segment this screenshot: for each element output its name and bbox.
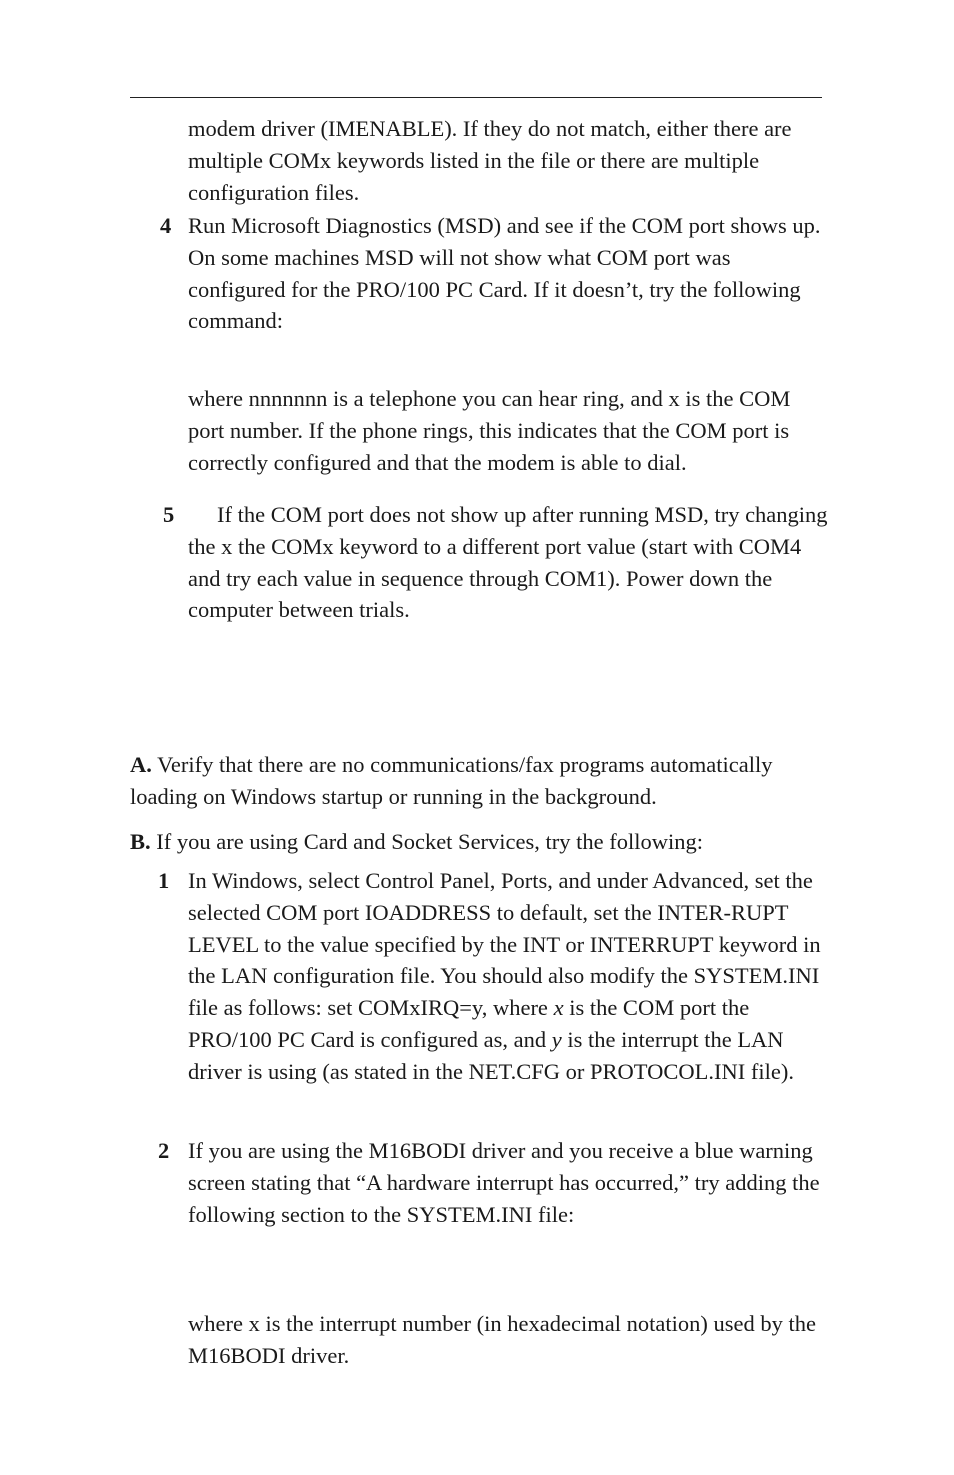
step-5-text: If the COM port does not show up after running MSD, try changing the x the COMx keyword to a different port value (start with COM4 and try each value in sequence through COM1). Power down the computer between trials. xyxy=(188,502,828,623)
step-1-text-part: In Windows, select Control Panel, Ports, and under Advanced, set the selected COM port IOADDRESS to default, set the INTER-RUPT LEVEL to the value specified by the INT or INTERRUPT keyword in the LAN configuration file. You should also modify the SYSTEM.INI file as follows: set COMxIRQ=y, where xyxy=(188,868,821,1021)
step-1-text xyxy=(188,865,828,1088)
step-2-text: If you are using the M16BODI driver and you receive a blue warning screen stating that “A hardware interrupt has occurred,” try adding the following section to the SYSTEM.INI file: xyxy=(188,1138,820,1227)
section-b-label: B. xyxy=(130,829,151,854)
step-4-text: Run Microsoft Diagnostics (MSD) and see if the COM port shows up. On some machines MSD will not show what COM port was configured for the PRO/100 PC Card. If it doesn’t, try the following command: xyxy=(188,213,821,334)
step-2-number: 2 xyxy=(158,1138,170,1163)
step-1-text-part: is the COM port the PRO/100 PC Card is configured as, and xyxy=(188,995,750,1052)
header-rule xyxy=(130,97,822,98)
section-a-paragraph xyxy=(130,749,830,813)
section-b-text: If you are using Card and Socket Services, try the following: xyxy=(150,829,704,854)
step-4-explanation: where nnnnnnn is a telephone you can hear ring, and x is the COM port number. If the phone rings, this indicates that the COM port is correctly configured and that the modem is able to dial. xyxy=(188,386,791,475)
continued-paragraph: modem driver (IMENABLE). If they do not match, either there are multiple COMx keywords listed in the file or there are multiple configuration files. xyxy=(188,116,792,205)
section-a-label: A. xyxy=(130,752,152,777)
step-1-var-y: y xyxy=(551,1026,562,1052)
step-1-number: 1 xyxy=(158,868,170,893)
section-b-paragraph xyxy=(130,826,830,858)
step-1-text-part: is the interrupt the LAN driver is using (as stated in the NET.CFG or PROTOCOL.INI file). xyxy=(188,1026,794,1084)
step-1-var-x: x xyxy=(553,995,564,1021)
step-2-explanation: where x is the interrupt number (in hexadecimal notation) used by the M16BODI driver. xyxy=(188,1311,816,1368)
step-5-number: 5 xyxy=(163,502,175,527)
section-a-text: Verify that there are no communications/fax programs automatically loading on Windows startup or running in the background. xyxy=(130,752,773,809)
step-4-number: 4 xyxy=(160,213,172,238)
